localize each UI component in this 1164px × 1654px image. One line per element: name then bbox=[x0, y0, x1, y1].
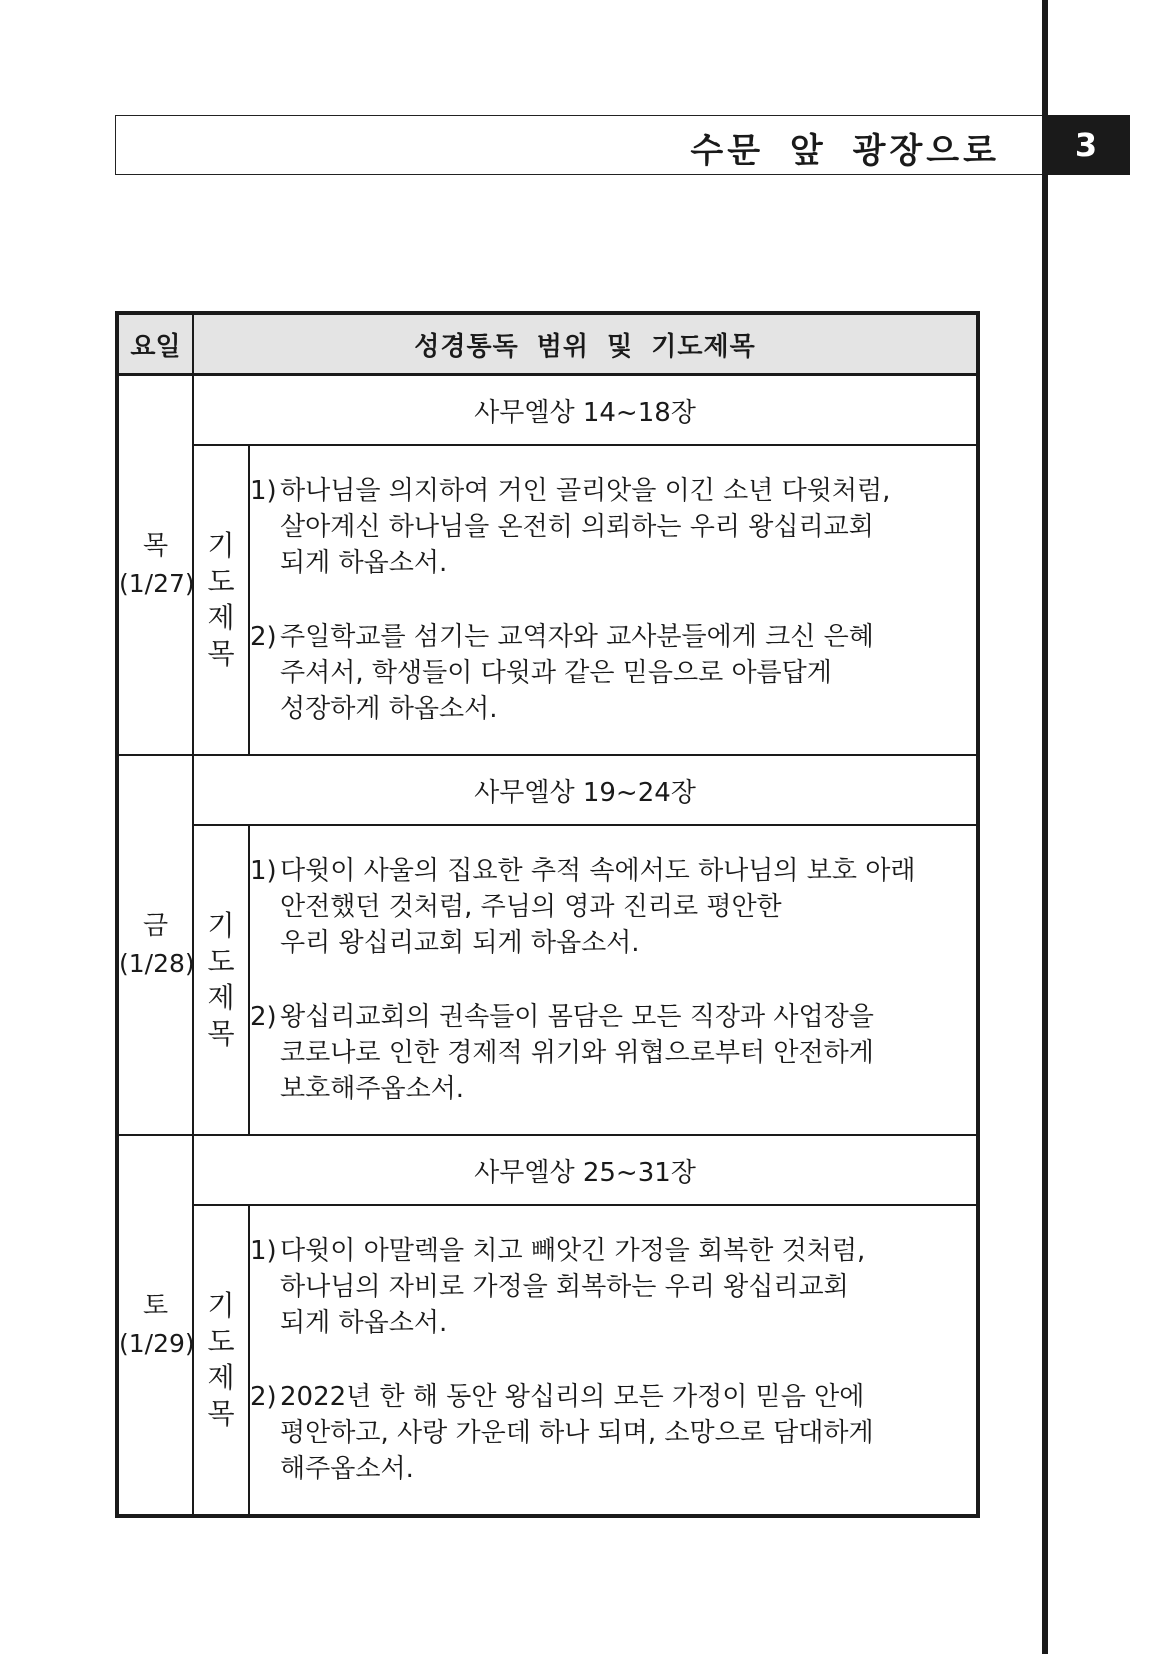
day-name: 금 bbox=[142, 911, 169, 941]
day-name: 토 bbox=[142, 1291, 169, 1321]
label-char: 기 bbox=[207, 529, 235, 562]
prayer-number: 1) bbox=[250, 476, 277, 506]
prayer-list bbox=[249, 445, 978, 755]
prayer-item bbox=[250, 619, 976, 727]
day-cell bbox=[117, 755, 193, 1135]
day-cell bbox=[117, 1135, 193, 1516]
prayer-topics-label bbox=[193, 825, 249, 1135]
prayer-number: 2) bbox=[250, 1382, 277, 1412]
range-row bbox=[117, 1135, 978, 1205]
reading-range: 사무엘상 19~24장 bbox=[193, 755, 978, 825]
prayer-topics-label bbox=[193, 1205, 249, 1516]
label-char: 기 bbox=[207, 909, 235, 942]
prayer-list bbox=[249, 1205, 978, 1516]
prayer-row bbox=[117, 825, 978, 1135]
prayer-number: 1) bbox=[250, 856, 277, 886]
range-row bbox=[117, 755, 978, 825]
prayer-number: 1) bbox=[250, 1236, 277, 1266]
label-char: 도 bbox=[207, 945, 235, 978]
column-header-content: 성경통독 범위 및 기도제목 bbox=[193, 313, 978, 375]
column-header-day: 요일 bbox=[117, 313, 193, 375]
prayer-text: 주일학교를 섬기는 교역자와 교사분들에게 크신 은혜 주셔서, 학생들이 다윗과 같은 믿음으로 아름답게 성장하게 하옵소서. bbox=[280, 622, 874, 724]
reading-range: 사무엘상 25~31장 bbox=[193, 1135, 978, 1205]
label-char: 기 bbox=[207, 1289, 235, 1322]
prayer-item bbox=[250, 1379, 976, 1487]
prayer-item bbox=[250, 999, 976, 1107]
prayer-item bbox=[250, 473, 976, 581]
prayer-number: 2) bbox=[250, 622, 277, 652]
day-cell bbox=[117, 375, 193, 756]
page-number-tab bbox=[1042, 115, 1130, 175]
label-char: 목 bbox=[207, 1397, 235, 1430]
prayer-text: 왕십리교회의 권속들이 몸담은 모든 직장과 사업장을 코로나로 인한 경제적 위기와 위협으로부터 안전하게 보호해주옵소서. bbox=[280, 1002, 874, 1104]
prayer-text: 다윗이 사울의 집요한 추적 속에서도 하나님의 보호 아래 안전했던 것처럼, 주님의 영과 진리로 평안한 우리 왕십리교회 되게 하옵소서. bbox=[280, 856, 916, 958]
prayer-item bbox=[250, 853, 976, 961]
prayer-row bbox=[117, 445, 978, 755]
label-char: 제 bbox=[207, 981, 235, 1014]
label-char: 목 bbox=[207, 637, 235, 670]
page-header bbox=[115, 115, 1042, 175]
prayer-text: 다윗이 아말렉을 치고 빼앗긴 가정을 회복한 것처럼, 하나님의 자비로 가정을 회복하는 우리 왕십리교회 되게 하옵소서. bbox=[280, 1236, 866, 1338]
prayer-topics-label bbox=[193, 445, 249, 755]
page-title: 수문 앞 광장으로 bbox=[690, 131, 1000, 171]
day-date: (1/29) bbox=[119, 1329, 195, 1358]
reading-range: 사무엘상 14~18장 bbox=[193, 375, 978, 446]
prayer-text: 2022년 한 해 동안 왕십리의 모든 가정이 믿음 안에 평안하고, 사랑 가운데 하나 되며, 소망으로 담대하게 해주옵소서. bbox=[280, 1382, 874, 1484]
day-date: (1/28) bbox=[119, 949, 195, 978]
prayer-text: 하나님을 의지하여 거인 골리앗을 이긴 소년 다윗처럼, 살아계신 하나님을 온전히 의뢰하는 우리 왕십리교회 되게 하옵소서. bbox=[280, 476, 891, 578]
range-row bbox=[117, 375, 978, 446]
reading-schedule-table bbox=[115, 311, 980, 1518]
day-date: (1/27) bbox=[119, 569, 195, 598]
prayer-list bbox=[249, 825, 978, 1135]
day-name: 목 bbox=[142, 531, 169, 561]
page-number: 3 bbox=[1074, 126, 1098, 164]
page-edge-rule bbox=[1042, 0, 1048, 1654]
label-char: 도 bbox=[207, 565, 235, 598]
label-char: 제 bbox=[207, 601, 235, 634]
prayer-item bbox=[250, 1233, 976, 1341]
prayer-row bbox=[117, 1205, 978, 1516]
label-char: 목 bbox=[207, 1017, 235, 1050]
table-header-row bbox=[117, 313, 978, 375]
label-char: 제 bbox=[207, 1361, 235, 1394]
prayer-number: 2) bbox=[250, 1002, 277, 1032]
label-char: 도 bbox=[207, 1325, 235, 1358]
